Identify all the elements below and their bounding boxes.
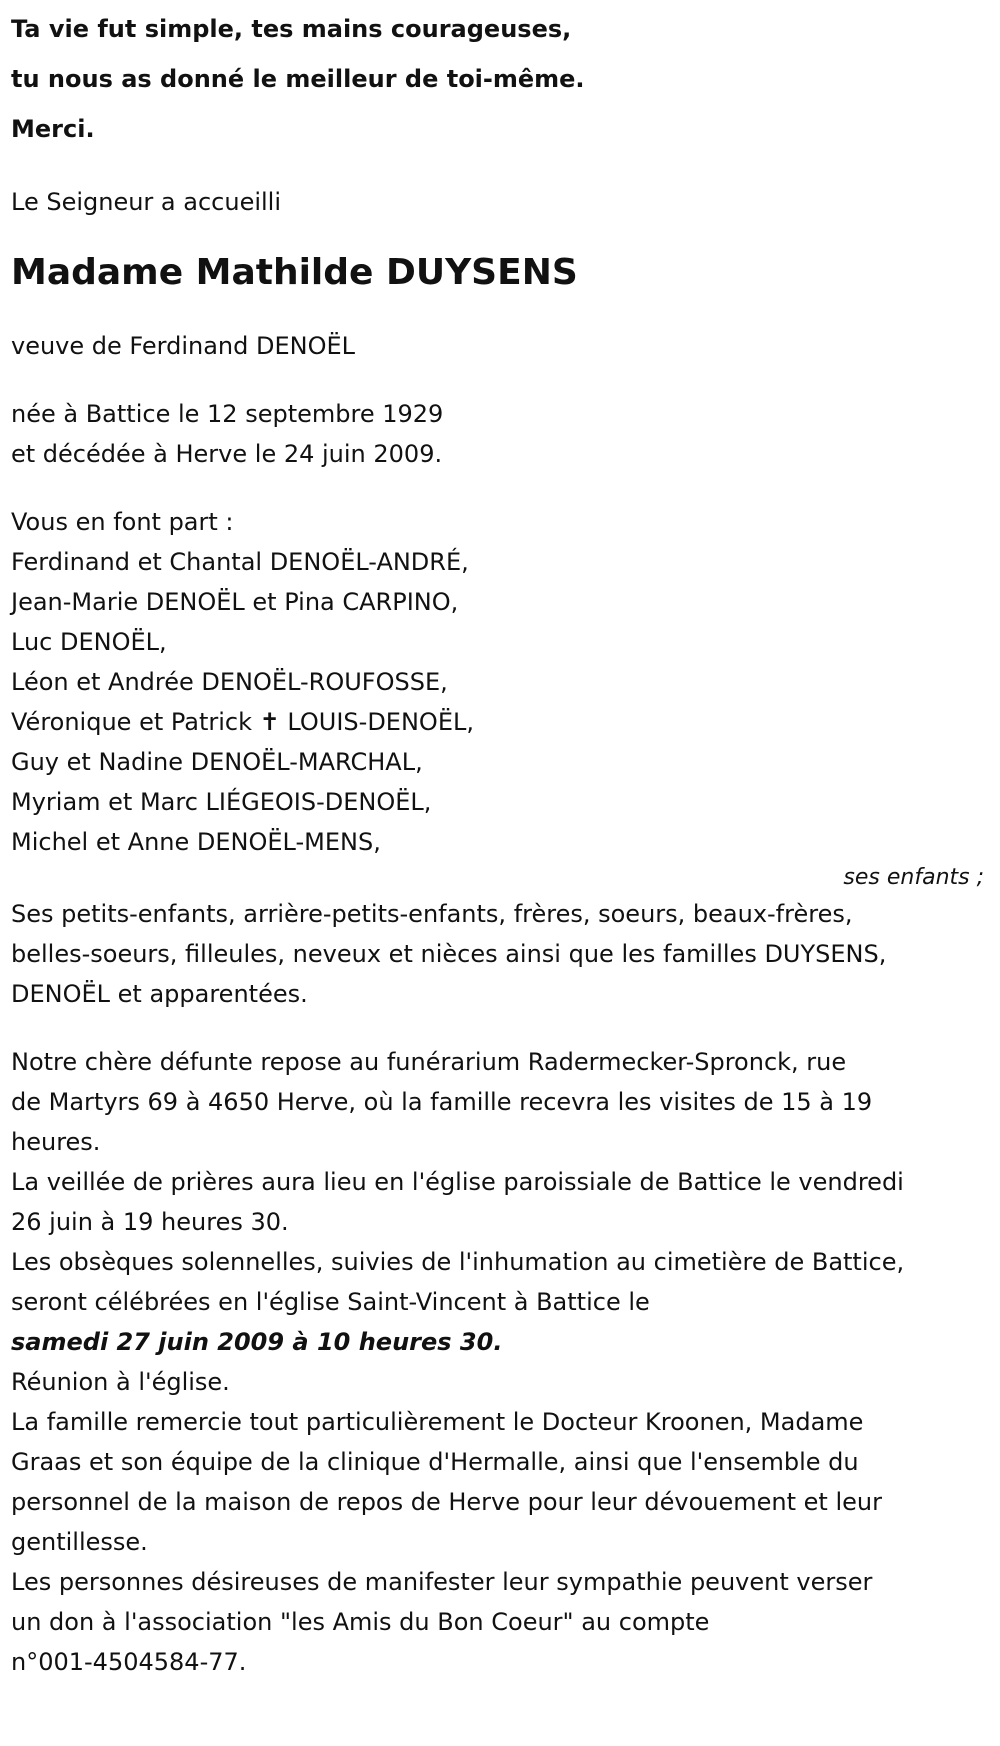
spacer: [11, 154, 1000, 182]
details-line: de Martyrs 69 à 4650 Herve, où la famille recevra les visites de 15 à 19: [11, 1088, 873, 1116]
spacer: [11, 1014, 1000, 1042]
closing-line: un don à l'association "les Amis du Bon Coeur" au compte: [11, 1608, 710, 1636]
spacer: [11, 366, 1000, 394]
child-line: Luc DENOËL,: [11, 628, 167, 656]
widow-text: veuve de Ferdinand DENOËL: [11, 332, 356, 360]
child-line: Guy et Nadine DENOËL-MARCHAL,: [11, 748, 423, 776]
closing-line: La famille remercie tout particulièrement le Docteur Kroonen, Madame: [11, 1408, 864, 1436]
children-label: ses enfants ;: [843, 865, 984, 890]
details-line: La veillée de prières aura lieu en l'église paroissiale de Battice le vendredi: [11, 1168, 904, 1196]
details-line: Notre chère défunte repose au funérarium Radermecker-Spronck, rue: [11, 1048, 847, 1076]
deceased-name: Madame Mathilde DUYSENS: [11, 252, 578, 293]
poem-line-1: Ta vie fut simple, tes mains courageuses,: [11, 15, 572, 43]
closing-line: gentillesse.: [11, 1528, 148, 1556]
family-paragraph: [11, 894, 1000, 1014]
details-line: Les obsèques solennelles, suivies de l'inhumation au cimetière de Battice,: [11, 1248, 905, 1276]
spacer: [11, 474, 1000, 502]
details-paragraph: [11, 1042, 1000, 1682]
child-line-with-cross: [11, 702, 1000, 742]
closing-line: personnel de la maison de repos de Herve pour leur dévouement et leur: [11, 1488, 882, 1516]
details-line: heures.: [11, 1128, 101, 1156]
child-line: Ferdinand et Chantal DENOËL-ANDRÉ,: [11, 548, 469, 576]
death-text: et décédée à Herve le 24 juin 2009.: [11, 440, 443, 468]
children-list: [11, 542, 1000, 862]
funeral-date: samedi 27 juin 2009 à 10 heures 30.: [11, 1328, 503, 1356]
intro-text: Le Seigneur a accueilli: [11, 188, 282, 216]
child-line: Jean-Marie DENOËL et Pina CARPINO,: [11, 588, 459, 616]
cross-icon: ✝: [259, 708, 280, 736]
closing-line: Réunion à l'église.: [11, 1368, 230, 1396]
child-line-start: Véronique et Patrick: [11, 708, 260, 736]
account-number: n°001-4504584-77.: [11, 1648, 247, 1676]
child-line-end: LOUIS-DENOËL,: [279, 708, 474, 736]
child-line: Michel et Anne DENOËL-MENS,: [11, 828, 381, 856]
details-line: seront célébrées en l'église Saint-Vincent à Battice le: [11, 1288, 650, 1316]
birth-text: née à Battice le 12 septembre 1929: [11, 400, 444, 428]
poem: [11, 4, 1000, 154]
family-line: belles-soeurs, filleules, neveux et nièces ainsi que les familles DUYSENS,: [11, 940, 887, 968]
announce-text: Vous en font part :: [11, 508, 234, 536]
closing-line: Les personnes désireuses de manifester leur sympathie peuvent verser: [11, 1568, 873, 1596]
poem-line-3: Merci.: [11, 115, 95, 143]
details-line: 26 juin à 19 heures 30.: [11, 1208, 289, 1236]
child-line: Myriam et Marc LIÉGEOIS-DENOËL,: [11, 788, 432, 816]
child-line: Léon et Andrée DENOËL-ROUFOSSE,: [11, 668, 448, 696]
closing-line: Graas et son équipe de la clinique d'Hermalle, ainsi que l'ensemble du: [11, 1448, 859, 1476]
poem-line-2: tu nous as donné le meilleur de toi-même.: [11, 65, 585, 93]
family-line: DENOËL et apparentées.: [11, 980, 308, 1008]
family-line: Ses petits-enfants, arrière-petits-enfants, frères, soeurs, beaux-frères,: [11, 900, 853, 928]
